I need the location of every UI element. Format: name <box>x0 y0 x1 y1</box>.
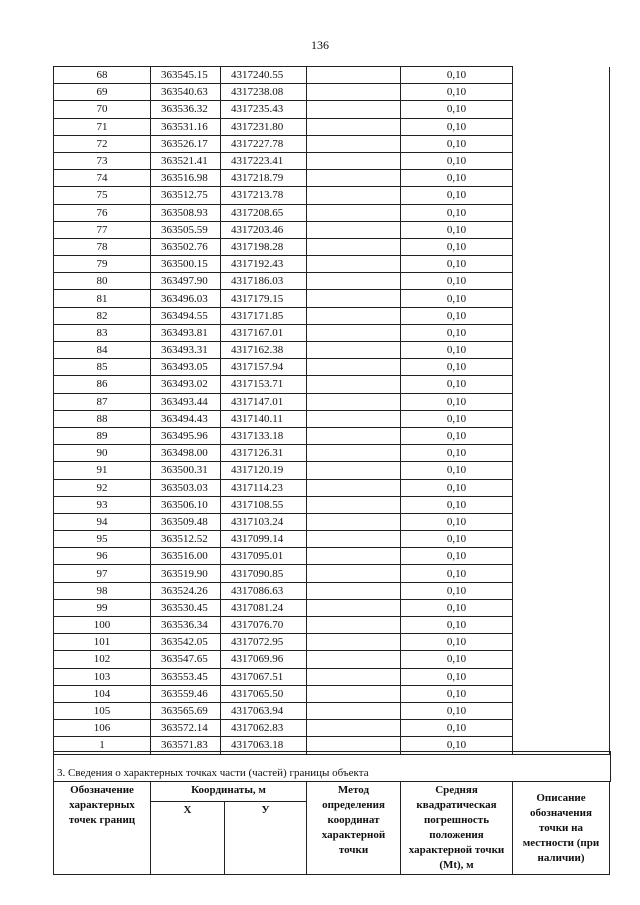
description-cell <box>513 685 610 702</box>
y-coordinate: 4317120.19 <box>221 462 307 479</box>
x-coordinate: 363512.52 <box>151 531 221 548</box>
table-row <box>54 496 610 513</box>
table-row <box>54 376 610 393</box>
y-coordinate: 4317126.31 <box>221 445 307 462</box>
y-coordinate: 4317179.15 <box>221 290 307 307</box>
table-row <box>54 548 610 565</box>
method-cell <box>307 513 401 530</box>
x-coordinate: 363536.34 <box>151 617 221 634</box>
x-coordinate: 363526.17 <box>151 135 221 152</box>
method-cell <box>307 135 401 152</box>
error-value: 0,10 <box>401 634 513 651</box>
method-cell <box>307 307 401 324</box>
x-coordinate: 363572.14 <box>151 720 221 737</box>
method-cell <box>307 359 401 376</box>
x-coordinate: 363516.98 <box>151 170 221 187</box>
table-row <box>54 651 610 668</box>
section-3-title: 3. Сведения о характерных точках части (частей) границы объекта <box>57 767 369 779</box>
point-number: 106 <box>54 720 151 737</box>
point-number: 99 <box>54 599 151 616</box>
y-coordinate: 4317090.85 <box>221 565 307 582</box>
error-value: 0,10 <box>401 651 513 668</box>
point-number: 74 <box>54 170 151 187</box>
point-number: 104 <box>54 685 151 702</box>
description-cell <box>513 135 610 152</box>
error-value: 0,10 <box>401 187 513 204</box>
x-coordinate: 363536.32 <box>151 101 221 118</box>
x-coordinate: 363516.00 <box>151 548 221 565</box>
table-row <box>54 273 610 290</box>
y-coordinate: 4317213.78 <box>221 187 307 204</box>
x-coordinate: 363503.03 <box>151 479 221 496</box>
coordinates-table <box>53 66 610 755</box>
table-row <box>54 342 610 359</box>
x-coordinate: 363495.96 <box>151 427 221 444</box>
x-coordinate: 363509.48 <box>151 513 221 530</box>
error-value: 0,10 <box>401 720 513 737</box>
error-value: 0,10 <box>401 273 513 290</box>
error-value: 0,10 <box>401 256 513 273</box>
description-cell <box>513 118 610 135</box>
y-coordinate: 4317223.41 <box>221 152 307 169</box>
method-cell <box>307 496 401 513</box>
x-coordinate: 363500.31 <box>151 462 221 479</box>
point-number: 91 <box>54 462 151 479</box>
x-coordinate: 363505.59 <box>151 221 221 238</box>
y-coordinate: 4317235.43 <box>221 101 307 118</box>
x-coordinate: 363493.05 <box>151 359 221 376</box>
table-row <box>54 204 610 221</box>
point-number: 86 <box>54 376 151 393</box>
y-coordinate: 4317140.11 <box>221 410 307 427</box>
error-value: 0,10 <box>401 548 513 565</box>
description-cell <box>513 376 610 393</box>
table-row <box>54 410 610 427</box>
y-coordinate: 4317157.94 <box>221 359 307 376</box>
description-cell <box>513 187 610 204</box>
method-cell <box>307 565 401 582</box>
point-number: 89 <box>54 427 151 444</box>
x-coordinate: 363493.44 <box>151 393 221 410</box>
error-value: 0,10 <box>401 617 513 634</box>
description-cell <box>513 651 610 668</box>
point-number: 97 <box>54 565 151 582</box>
y-coordinate: 4317218.79 <box>221 170 307 187</box>
table-row <box>54 324 610 341</box>
table-row <box>54 531 610 548</box>
point-number: 84 <box>54 342 151 359</box>
point-number: 88 <box>54 410 151 427</box>
y-coordinate: 4317099.14 <box>221 531 307 548</box>
description-cell <box>513 290 610 307</box>
description-cell <box>513 307 610 324</box>
description-cell <box>513 462 610 479</box>
table-row <box>54 221 610 238</box>
method-cell <box>307 427 401 444</box>
error-value: 0,10 <box>401 445 513 462</box>
method-cell <box>307 479 401 496</box>
description-cell <box>513 84 610 101</box>
method-cell <box>307 599 401 616</box>
x-coordinate: 363493.31 <box>151 342 221 359</box>
header-error: Средняя квадратическая погрешность положения характерной точки (Mt), м <box>401 782 513 875</box>
page-number: 136 <box>311 38 329 52</box>
x-coordinate: 363508.93 <box>151 204 221 221</box>
method-cell <box>307 634 401 651</box>
method-cell <box>307 256 401 273</box>
table-row <box>54 479 610 496</box>
error-value: 0,10 <box>401 84 513 101</box>
method-cell <box>307 668 401 685</box>
method-cell <box>307 702 401 719</box>
table-row <box>54 634 610 651</box>
x-coordinate: 363500.15 <box>151 256 221 273</box>
point-number: 103 <box>54 668 151 685</box>
point-number: 82 <box>54 307 151 324</box>
table-row <box>54 599 610 616</box>
description-cell <box>513 67 610 84</box>
error-value: 0,10 <box>401 565 513 582</box>
y-coordinate: 4317063.94 <box>221 702 307 719</box>
error-value: 0,10 <box>401 67 513 84</box>
x-coordinate: 363502.76 <box>151 238 221 255</box>
x-coordinate: 363496.03 <box>151 290 221 307</box>
header-description: Описание обозначения точки на местности (при наличии) <box>513 782 610 875</box>
point-number: 83 <box>54 324 151 341</box>
error-value: 0,10 <box>401 393 513 410</box>
error-value: 0,10 <box>401 427 513 444</box>
method-cell <box>307 170 401 187</box>
y-coordinate: 4317192.43 <box>221 256 307 273</box>
y-coordinate: 4317147.01 <box>221 393 307 410</box>
table-row <box>54 359 610 376</box>
y-coordinate: 4317114.23 <box>221 479 307 496</box>
point-number: 69 <box>54 84 151 101</box>
error-value: 0,10 <box>401 462 513 479</box>
method-cell <box>307 221 401 238</box>
point-number: 1 <box>54 737 151 754</box>
table-row <box>54 427 610 444</box>
description-cell <box>513 531 610 548</box>
table-row <box>54 170 610 187</box>
description-cell <box>513 170 610 187</box>
description-cell <box>513 427 610 444</box>
y-coordinate: 4317067.51 <box>221 668 307 685</box>
description-cell <box>513 668 610 685</box>
y-coordinate: 4317227.78 <box>221 135 307 152</box>
description-cell <box>513 720 610 737</box>
y-coordinate: 4317238.08 <box>221 84 307 101</box>
description-cell <box>513 342 610 359</box>
x-coordinate: 363519.90 <box>151 565 221 582</box>
description-cell <box>513 548 610 565</box>
description-cell <box>513 359 610 376</box>
method-cell <box>307 342 401 359</box>
table-row <box>54 565 610 582</box>
method-cell <box>307 238 401 255</box>
x-coordinate: 363553.45 <box>151 668 221 685</box>
description-cell <box>513 496 610 513</box>
x-coordinate: 363530.45 <box>151 599 221 616</box>
table-row <box>54 445 610 462</box>
y-coordinate: 4317133.18 <box>221 427 307 444</box>
y-coordinate: 4317081.24 <box>221 599 307 616</box>
y-coordinate: 4317076.70 <box>221 617 307 634</box>
table-row <box>54 238 610 255</box>
y-coordinate: 4317095.01 <box>221 548 307 565</box>
table-row <box>54 393 610 410</box>
x-coordinate: 363559.46 <box>151 685 221 702</box>
description-cell <box>513 152 610 169</box>
y-coordinate: 4317171.85 <box>221 307 307 324</box>
method-cell <box>307 101 401 118</box>
y-coordinate: 4317069.96 <box>221 651 307 668</box>
description-cell <box>513 599 610 616</box>
error-value: 0,10 <box>401 668 513 685</box>
error-value: 0,10 <box>401 531 513 548</box>
y-coordinate: 4317108.55 <box>221 496 307 513</box>
x-coordinate: 363571.83 <box>151 737 221 754</box>
point-number: 68 <box>54 67 151 84</box>
description-cell <box>513 324 610 341</box>
method-cell <box>307 204 401 221</box>
point-number: 100 <box>54 617 151 634</box>
point-number: 79 <box>54 256 151 273</box>
method-cell <box>307 290 401 307</box>
table-row <box>54 668 610 685</box>
y-coordinate: 4317198.28 <box>221 238 307 255</box>
table-row <box>54 118 610 135</box>
error-value: 0,10 <box>401 118 513 135</box>
x-coordinate: 363497.90 <box>151 273 221 290</box>
error-value: 0,10 <box>401 410 513 427</box>
x-coordinate: 363506.10 <box>151 496 221 513</box>
error-value: 0,10 <box>401 496 513 513</box>
error-value: 0,10 <box>401 599 513 616</box>
point-number: 81 <box>54 290 151 307</box>
error-value: 0,10 <box>401 324 513 341</box>
description-cell <box>513 410 610 427</box>
y-coordinate: 4317086.63 <box>221 582 307 599</box>
table-row <box>54 513 610 530</box>
x-coordinate: 363494.55 <box>151 307 221 324</box>
x-coordinate: 363542.05 <box>151 634 221 651</box>
x-coordinate: 363547.65 <box>151 651 221 668</box>
description-cell <box>513 479 610 496</box>
error-value: 0,10 <box>401 685 513 702</box>
method-cell <box>307 582 401 599</box>
point-number: 98 <box>54 582 151 599</box>
x-coordinate: 363512.75 <box>151 187 221 204</box>
header-designation: Обозначение характерных точек границ <box>54 782 151 875</box>
method-cell <box>307 445 401 462</box>
description-cell <box>513 393 610 410</box>
y-coordinate: 4317240.55 <box>221 67 307 84</box>
method-cell <box>307 548 401 565</box>
table-row <box>54 135 610 152</box>
description-cell <box>513 617 610 634</box>
error-value: 0,10 <box>401 238 513 255</box>
table-row <box>54 84 610 101</box>
description-cell <box>513 273 610 290</box>
table-row <box>54 720 610 737</box>
point-number: 96 <box>54 548 151 565</box>
y-coordinate: 4317186.03 <box>221 273 307 290</box>
error-value: 0,10 <box>401 307 513 324</box>
method-cell <box>307 187 401 204</box>
section-3-header-table <box>53 781 610 875</box>
point-number: 94 <box>54 513 151 530</box>
point-number: 77 <box>54 221 151 238</box>
table-row <box>54 462 610 479</box>
y-coordinate: 4317153.71 <box>221 376 307 393</box>
header-method: Метод определения координат характерной точки <box>307 782 401 875</box>
error-value: 0,10 <box>401 479 513 496</box>
method-cell <box>307 462 401 479</box>
point-number: 75 <box>54 187 151 204</box>
description-cell <box>513 702 610 719</box>
point-number: 101 <box>54 634 151 651</box>
x-coordinate: 363521.41 <box>151 152 221 169</box>
y-coordinate: 4317162.38 <box>221 342 307 359</box>
error-value: 0,10 <box>401 152 513 169</box>
y-coordinate: 4317072.95 <box>221 634 307 651</box>
point-number: 95 <box>54 531 151 548</box>
x-coordinate: 363531.16 <box>151 118 221 135</box>
method-cell <box>307 67 401 84</box>
table-row <box>54 617 610 634</box>
description-cell <box>513 582 610 599</box>
x-coordinate: 363494.43 <box>151 410 221 427</box>
description-cell <box>513 513 610 530</box>
description-cell <box>513 221 610 238</box>
error-value: 0,10 <box>401 221 513 238</box>
y-coordinate: 4317203.46 <box>221 221 307 238</box>
method-cell <box>307 118 401 135</box>
point-number: 70 <box>54 101 151 118</box>
error-value: 0,10 <box>401 376 513 393</box>
table-row <box>54 101 610 118</box>
error-value: 0,10 <box>401 204 513 221</box>
x-coordinate: 363540.63 <box>151 84 221 101</box>
point-number: 76 <box>54 204 151 221</box>
method-cell <box>307 324 401 341</box>
point-number: 87 <box>54 393 151 410</box>
method-cell <box>307 152 401 169</box>
description-cell <box>513 634 610 651</box>
description-cell <box>513 204 610 221</box>
y-coordinate: 4317062.83 <box>221 720 307 737</box>
method-cell <box>307 393 401 410</box>
x-coordinate: 363565.69 <box>151 702 221 719</box>
method-cell <box>307 651 401 668</box>
error-value: 0,10 <box>401 290 513 307</box>
description-cell <box>513 256 610 273</box>
point-number: 105 <box>54 702 151 719</box>
section-3 <box>53 751 611 782</box>
error-value: 0,10 <box>401 702 513 719</box>
method-cell <box>307 617 401 634</box>
y-coordinate: 4317167.01 <box>221 324 307 341</box>
description-cell <box>513 445 610 462</box>
point-number: 85 <box>54 359 151 376</box>
x-coordinate: 363524.26 <box>151 582 221 599</box>
point-number: 80 <box>54 273 151 290</box>
method-cell <box>307 410 401 427</box>
header-coordinates: Координаты, м <box>151 782 307 802</box>
table-row <box>54 307 610 324</box>
error-value: 0,10 <box>401 359 513 376</box>
description-cell <box>513 565 610 582</box>
table-row <box>54 187 610 204</box>
point-number: 72 <box>54 135 151 152</box>
header-x: X <box>151 802 225 875</box>
table-row <box>54 582 610 599</box>
error-value: 0,10 <box>401 513 513 530</box>
y-coordinate: 4317065.50 <box>221 685 307 702</box>
table-row <box>54 152 610 169</box>
error-value: 0,10 <box>401 737 513 754</box>
x-coordinate: 363493.02 <box>151 376 221 393</box>
table-row <box>54 702 610 719</box>
error-value: 0,10 <box>401 101 513 118</box>
y-coordinate: 4317231.80 <box>221 118 307 135</box>
error-value: 0,10 <box>401 582 513 599</box>
x-coordinate: 363498.00 <box>151 445 221 462</box>
point-number: 102 <box>54 651 151 668</box>
table-row <box>54 256 610 273</box>
description-cell <box>513 101 610 118</box>
point-number: 93 <box>54 496 151 513</box>
table-row <box>54 67 610 84</box>
y-coordinate: 4317063.18 <box>221 737 307 754</box>
point-number: 71 <box>54 118 151 135</box>
y-coordinate: 4317103.24 <box>221 513 307 530</box>
error-value: 0,10 <box>401 135 513 152</box>
method-cell <box>307 273 401 290</box>
coordinates-table-body <box>54 67 610 755</box>
method-cell <box>307 720 401 737</box>
x-coordinate: 363545.15 <box>151 67 221 84</box>
error-value: 0,10 <box>401 342 513 359</box>
point-number: 90 <box>54 445 151 462</box>
method-cell <box>307 685 401 702</box>
point-number: 78 <box>54 238 151 255</box>
table-row <box>54 290 610 307</box>
description-cell <box>513 238 610 255</box>
point-number: 92 <box>54 479 151 496</box>
x-coordinate: 363493.81 <box>151 324 221 341</box>
header-y: У <box>225 802 307 875</box>
y-coordinate: 4317208.65 <box>221 204 307 221</box>
point-number: 73 <box>54 152 151 169</box>
table-row <box>54 685 610 702</box>
method-cell <box>307 376 401 393</box>
method-cell <box>307 531 401 548</box>
method-cell <box>307 84 401 101</box>
error-value: 0,10 <box>401 170 513 187</box>
